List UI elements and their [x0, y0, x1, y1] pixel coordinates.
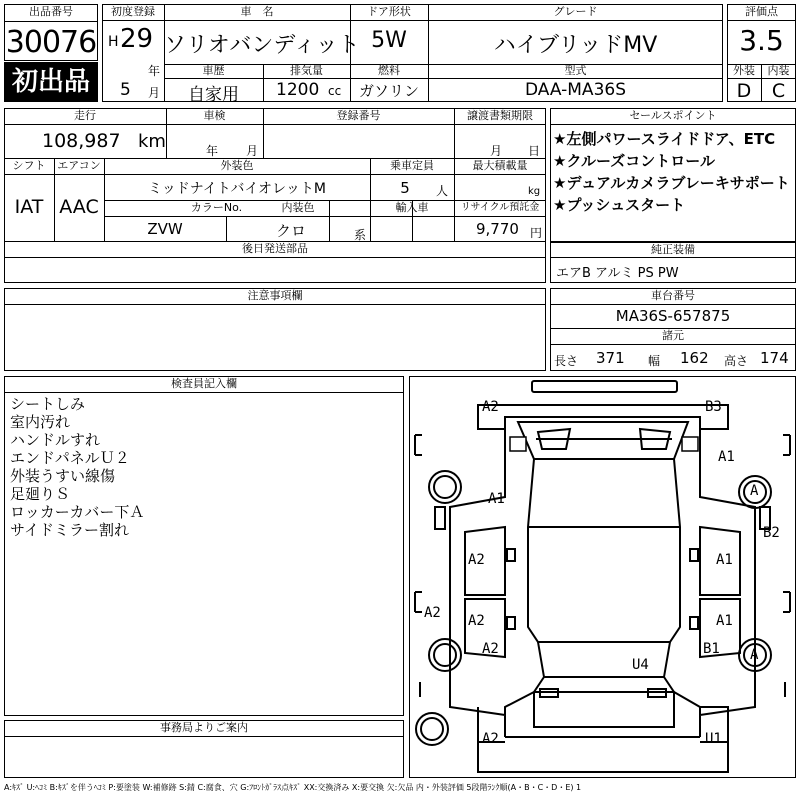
lot-number-cell — [4, 4, 98, 61]
registration-label: 登録番号 — [336, 109, 381, 122]
score-label: 評価点 — [745, 5, 778, 18]
equipment-label: 純正装備 — [651, 243, 695, 256]
inspector-note: サイドミラー割れ — [10, 521, 129, 539]
width-value: 162 — [680, 349, 709, 367]
damage-label: A1 — [716, 552, 733, 568]
transfer-day-unit: 日 — [528, 144, 541, 158]
width-label: 幅 — [648, 354, 661, 368]
fuel-value: ガソリン — [358, 82, 419, 100]
capacity-value: 5 — [400, 179, 410, 197]
damage-label: B3 — [705, 399, 722, 415]
inspector-note: 足廻りＳ — [10, 485, 71, 503]
car-name-label: 車 名 — [240, 5, 274, 18]
damage-label: A2 — [424, 605, 441, 621]
damage-label: U4 — [632, 657, 649, 673]
mileage-value: 108,987 — [42, 130, 121, 152]
recycle-unit: 円 — [530, 226, 543, 240]
damage-label: A1 — [716, 613, 733, 629]
length-label: 長さ — [554, 354, 579, 368]
load-unit: kg — [528, 186, 541, 197]
door-label: ドア形状 — [367, 5, 411, 18]
damage-label: U1 — [705, 731, 722, 747]
damage-label: B1 — [703, 641, 720, 657]
sales-point-item: ★クルーズコントロール — [553, 152, 715, 170]
first-listing-badge — [4, 62, 98, 102]
sales-point-item: ★プッシュスタート — [553, 196, 686, 214]
office-label: 事務局よりご案内 — [160, 721, 248, 734]
color-value: ミッドナイトバイオレットM — [148, 181, 326, 197]
inspector-note: エンドパネルＵ２ — [10, 449, 130, 467]
era: H — [108, 34, 119, 50]
shift-value: IAT — [14, 196, 44, 218]
interior-color-label: 内装色 — [281, 201, 315, 214]
import-label: 輸入車 — [395, 201, 429, 214]
interior-color-suffix: 系 — [354, 228, 367, 242]
sales-points-list — [553, 128, 795, 216]
mileage-unit: km — [138, 131, 166, 152]
damage-label: B2 — [763, 525, 780, 541]
first-reg-year: 29 — [120, 24, 154, 54]
first-listing-text: 初出品 — [11, 67, 90, 97]
year-unit: 年 — [148, 64, 161, 78]
chassis-label: 車台番号 — [651, 289, 695, 302]
later-parts-label: 後日発送部品 — [242, 242, 308, 255]
displacement-label: 排気量 — [290, 64, 323, 77]
capacity-unit: 人 — [436, 184, 449, 198]
length-value: 371 — [596, 349, 625, 367]
damage-label: A2 — [468, 552, 485, 568]
interior-score: C — [771, 80, 786, 102]
car-name: ソリオバンディット — [164, 33, 360, 58]
sales-point-item: ★左側パワースライドドア、ETC — [553, 130, 776, 148]
damage-legend: A:ｷｽﾞ U:ﾍｺﾐ B:ｷｽﾞを伴うﾍｺﾐ P:要塗装 W:補修跡 S:錆 C:腐食、穴 G:ﾌﾛﾝﾄｶﾞﾗｽ点ｷｽﾞ XX:交換済み X:要交換 欠:欠品 内・外装評価 5段階ﾗﾝｸ順(A・B・C・D・E) 1 — [4, 783, 582, 792]
sales-point-item: ★デュアルカメラブレーキサポート — [553, 174, 790, 192]
chassis-number: MA36S-657875 — [615, 307, 731, 325]
inspection-month-unit: 月 — [246, 144, 259, 158]
interior-color-value: クロ — [275, 222, 306, 240]
recycle-value: 9,770 — [476, 220, 519, 238]
lot-number: 30076 — [5, 25, 97, 60]
inspector-note: ロッカーカバー下Ａ — [10, 503, 145, 521]
caution-label: 注意事項欄 — [247, 289, 303, 302]
inspector-note: 外装うすい線傷 — [10, 467, 116, 485]
inspector-note: 室内汚れ — [10, 413, 71, 431]
month-unit: 月 — [148, 86, 161, 100]
history-label: 車歴 — [202, 64, 225, 77]
damage-label: A2 — [482, 731, 499, 747]
first-reg-label: 初度登録 — [111, 5, 155, 18]
ac-value: AAC — [59, 196, 99, 218]
lot-number-label: 出品番号 — [29, 5, 73, 18]
inspection-label: 車検 — [203, 109, 226, 122]
inspection-year-unit: 年 — [206, 144, 219, 158]
equipment-value: エアB アルミ PS PW — [556, 266, 679, 281]
door-value: 5W — [371, 28, 407, 53]
model-label: 型式 — [564, 64, 587, 77]
damage-label: A1 — [718, 449, 735, 465]
inspector-notes — [10, 395, 400, 539]
damage-label: A2 — [482, 641, 499, 657]
sales-points-label: セールスポイント — [629, 109, 717, 122]
exterior-score: D — [736, 80, 752, 102]
first-reg-month: 5 — [120, 80, 131, 100]
damage-label: A2 — [482, 399, 499, 415]
recycle-label: リサイクル預託金 — [460, 202, 540, 213]
color-no-label: カラーNo. — [190, 201, 243, 214]
transfer-label: 譲渡書類期限 — [467, 109, 533, 122]
model-value: DAA-MA36S — [524, 80, 626, 100]
score-value: 3.5 — [739, 24, 784, 57]
ac-label: エアコン — [57, 159, 101, 172]
damage-label: A — [750, 647, 759, 663]
height-value: 174 — [760, 349, 789, 367]
grade-value: ハイブリッドMV — [493, 33, 658, 58]
history-value: 自家用 — [188, 85, 239, 105]
damage-label: A1 — [488, 491, 505, 507]
inspector-label: 検査員記入欄 — [171, 377, 237, 390]
damage-label: A2 — [468, 613, 485, 629]
exterior-label: 外装 — [733, 64, 755, 77]
mileage-label: 走行 — [74, 109, 96, 122]
damage-label: A — [750, 483, 759, 499]
fuel-label: 燃料 — [378, 64, 400, 77]
damage-diagram — [409, 376, 796, 778]
dimensions-label: 諸元 — [662, 329, 684, 342]
transfer-month-unit: 月 — [490, 144, 503, 158]
interior-label: 内装 — [767, 64, 790, 77]
load-label: 最大積載量 — [472, 159, 528, 172]
color-no-value: ZVW — [147, 220, 183, 238]
shift-label: シフト — [12, 159, 46, 172]
height-label: 高さ — [724, 354, 749, 368]
displacement-value: 1200 — [276, 80, 320, 100]
capacity-label: 乗車定員 — [390, 159, 434, 172]
displacement-unit: cc — [328, 84, 342, 98]
color-label: 外装色 — [220, 159, 254, 172]
inspector-note: シートしみ — [10, 395, 86, 413]
grade-label: グレード — [553, 5, 598, 18]
inspector-note: ハンドルすれ — [10, 431, 101, 449]
car-outline-diagram — [410, 377, 795, 777]
